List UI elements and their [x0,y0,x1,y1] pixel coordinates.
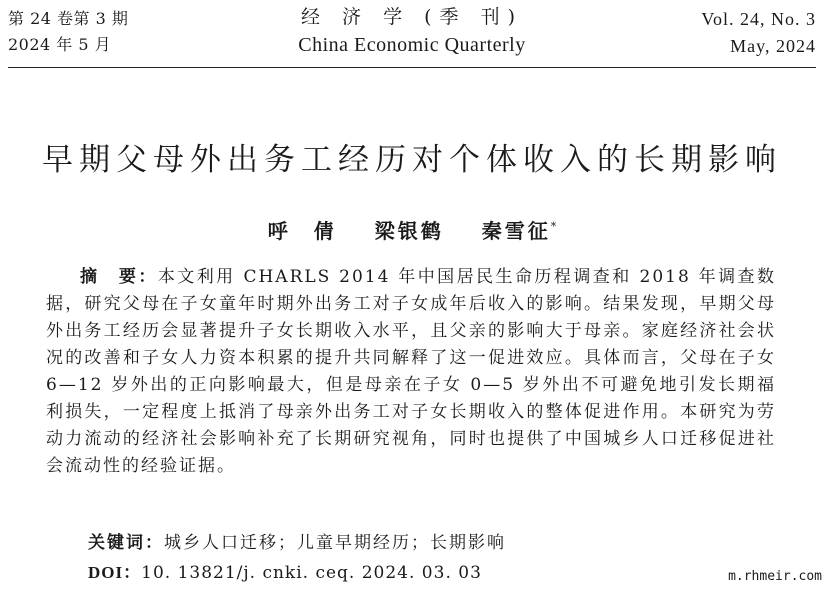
header-divider [8,67,816,68]
site-watermark: m.rhmeir.com [728,569,822,584]
journal-name-en: China Economic Quarterly [298,34,526,56]
date-cn: 2024 年 5 月 [8,35,112,54]
volume-en: Vol. 24, No. 3 [701,9,816,29]
abstract [46,264,776,480]
keywords [88,530,506,556]
keywords-label: 关键词： [88,533,164,553]
author-name [482,219,557,243]
doi-label: DOI： [88,563,142,582]
journal-name-cn: 经 济 学 (季 刊) [301,6,523,28]
author-name-text: 秦雪征 [481,219,551,243]
author-name: 呼 倩 [267,219,337,243]
author-list [0,216,824,246]
header-volume-info [701,6,816,60]
abstract-label: 摘 要： [80,267,158,287]
author-name: 梁银鹤 [374,219,444,243]
author-footnote-mark: * [550,220,557,233]
issue-cn: 第 24 卷第 3 期 [8,9,129,28]
date-en: May, 2024 [730,36,816,56]
doi-text[interactable]: 10. 13821/j. cnki. ceq. 2024. 03. 03 [141,563,482,583]
abstract-text: 本文利用 CHARLS 2014 年中国居民生命历程调查和 2018 年调查数据，研究父母在子女童年时期外出务工对子女成年后收入的影响。结果发现，早期父母外出务工经历会显著提升子女长期收入水平，且父亲的影响大于母亲。家庭经济社会状况的改善和子女人力资本积累的提升共同解释了这一促进效应。具体而言，父母在子女 6—12 岁外出的正向影响最大，但是母亲在子女 0—5 岁外出不可避免地引发长期福利损失，一定程度上抵消了母亲外出务工对子女长期收入的整体促进作用。本研究为劳动力流动的经济社会影响补充了长期研究视角，同时也提供了中国城乡人口迁移促进社会流动性的经验证据。 [46,267,777,476]
keywords-text: 城乡人口迁移；儿童早期经历；长期影响 [164,533,506,553]
doi [88,560,482,586]
article-title: 早期父母外出务工经历对个体收入的长期影响 [42,142,782,178]
